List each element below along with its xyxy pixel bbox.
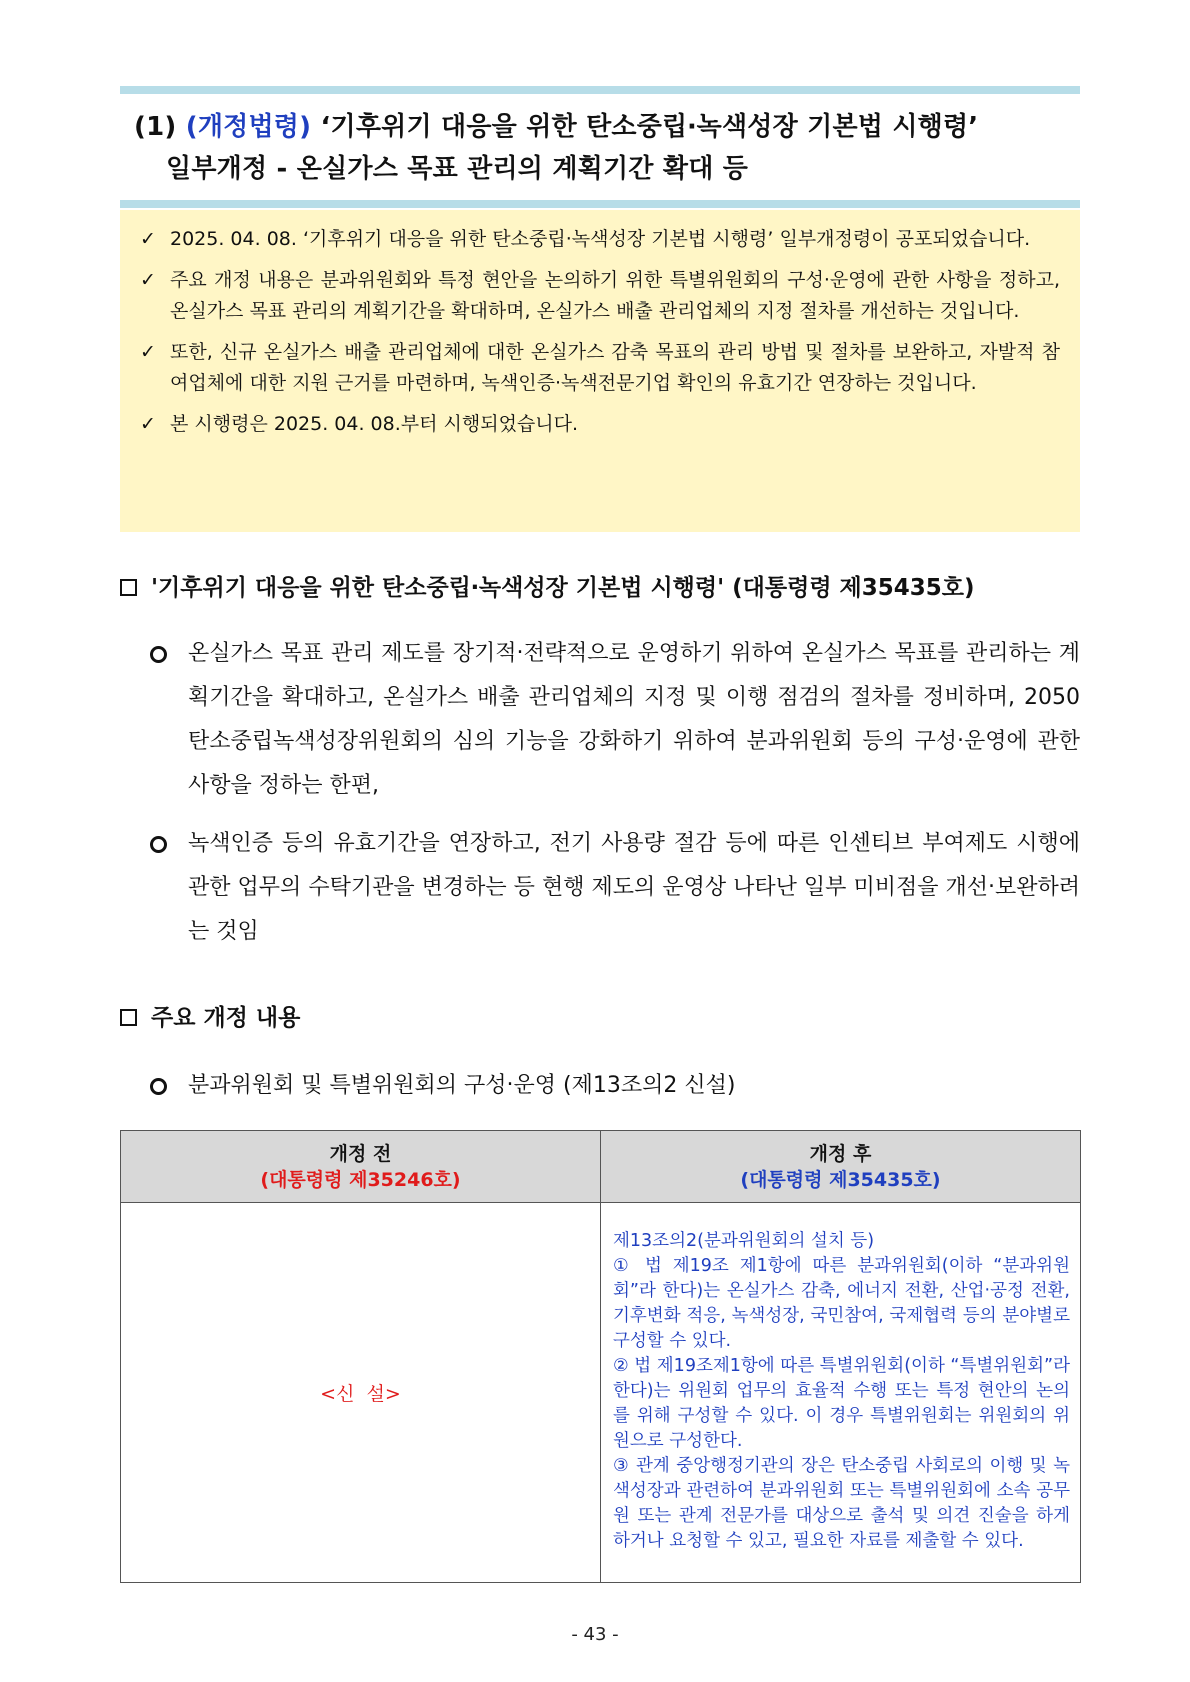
section-heading-decree: '기후위기 대응을 위한 탄소중립‧녹색성장 기본법 시행령' (대통령령 제35435호) — [120, 571, 975, 605]
before-cell — [121, 1203, 601, 1583]
page-title — [120, 94, 1080, 200]
summary-item: ✓ 본 시행령은 2025. 04. 08.부터 시행되었습니다. — [140, 409, 1060, 440]
circle-bullet-icon — [150, 1078, 167, 1095]
title-bottom-rule — [120, 200, 1080, 208]
check-icon: ✓ — [140, 269, 156, 291]
summary-box — [120, 210, 1080, 532]
square-bullet-icon — [120, 1009, 137, 1026]
after-header: 개정 후 — [809, 1142, 872, 1165]
before-text: <신 설> — [320, 1383, 401, 1405]
circle-bullet-icon — [150, 646, 167, 663]
article-clause: ② 법 제19조제1항에 따른 특별위원회(이하 “특별위원회”라 한다)는 위원회 업무의 효율적 수행 또는 특정 현안의 논의를 위해 구성할 수 있다. 이 경우 특별위원회는 위원회의 위원으로 구성한다. — [613, 1356, 1070, 1451]
section-heading-main-changes: 주요 개정 내용 — [120, 1001, 300, 1035]
section2-bullet: 분과위원회 및 특별위원회의 구성‧운영 (제13조의2 신설) — [150, 1064, 1080, 1108]
comparison-table — [120, 1130, 1081, 1583]
before-header-cell — [121, 1131, 601, 1203]
title-line2: 일부개정 - 온실가스 목표 관리의 계획기간 확대 등 — [166, 154, 749, 184]
circle-bullet-icon — [150, 836, 167, 853]
page-number: - 43 - — [571, 1624, 619, 1645]
check-icon: ✓ — [140, 413, 156, 435]
section1-bullet: 녹색인증 등의 유효기간을 연장하고, 전기 사용량 절감 등에 따른 인센티브 부여제도 시행에 관한 업무의 수탁기관을 변경하는 등 현행 제도의 운영상 나타난 일부 미비점을 개선‧보완하려는 것임 — [150, 822, 1080, 954]
check-icon: ✓ — [140, 341, 156, 363]
article-clause: ① 법 제19조 제1항에 따른 분과위원회(이하 “분과위원회”라 한다)는 온실가스 감축, 에너지 전환, 산업‧공정 전환, 기후변화 적응, 녹색성장, 국민참여, 국제협력 등의 분야별로 구성할 수 있다. — [613, 1256, 1070, 1351]
article-clause: ③ 관계 중앙행정기관의 장은 탄소중립 사회로의 이행 및 녹색성장과 관련하여 분과위원회 또는 특별위원회에 소속 공무원 또는 관계 전문가를 대상으로 출석 및 의견 진술을 하게 하거나 요청할 수 있고, 필요한 자료를 제출할 수 있다. — [613, 1456, 1070, 1551]
title-box — [120, 86, 1080, 208]
before-decree: (대통령령 제35246호) — [260, 1168, 461, 1191]
after-header-cell — [601, 1131, 1081, 1203]
summary-item: ✓ 또한, 신규 온실가스 배출 관리업체에 대한 온실가스 감축 목표의 관리 방법 및 절차를 보완하고, 자발적 참여업체에 대한 지원 근거를 마련하며, 녹색인증‧녹색전문기업 확인의 유효기간 연장하는 것입니다. — [140, 337, 1060, 399]
section1-bullet: 온실가스 목표 관리 제도를 장기적‧전략적으로 운영하기 위하여 온실가스 목표를 관리하는 계획기간을 확대하고, 온실가스 배출 관리업체의 지정 및 이행 점검의 절차를 정비하며, 2050 탄소중립녹색성장위원회의 심의 기능을 강화하기 위하여 분과위원회 등의 구성‧운영에 관한 사항을 정하는 한편, — [150, 632, 1080, 808]
title-line1: ‘기후위기 대응을 위한 탄소중립‧녹색성장 기본법 시행령’ — [320, 112, 979, 142]
title-tag: (개정법령) — [185, 112, 312, 142]
table-header-row — [121, 1131, 1081, 1203]
after-decree: (대통령령 제35435호) — [740, 1168, 941, 1191]
square-bullet-icon — [120, 579, 137, 596]
check-icon: ✓ — [140, 228, 156, 250]
title-number: (1) — [134, 112, 177, 142]
after-cell — [601, 1203, 1081, 1583]
summary-item: ✓ 2025. 04. 08. ‘기후위기 대응을 위한 탄소중립‧녹색성장 기본법 시행령’ 일부개정령이 공포되었습니다. — [140, 224, 1060, 255]
title-top-rule — [120, 86, 1080, 94]
before-header: 개정 전 — [329, 1142, 392, 1165]
summary-item: ✓ 주요 개정 내용은 분과위원회와 특정 현안을 논의하기 위한 특별위원회의 구성‧운영에 관한 사항을 정하고, 온실가스 목표 관리의 계획기간을 확대하며, 온실가스 배출 관리업체의 지정 절차를 개선하는 것입니다. — [140, 265, 1060, 327]
table-row — [121, 1203, 1081, 1583]
article-title: 제13조의2(분과위원회의 설치 등) — [613, 1231, 875, 1251]
